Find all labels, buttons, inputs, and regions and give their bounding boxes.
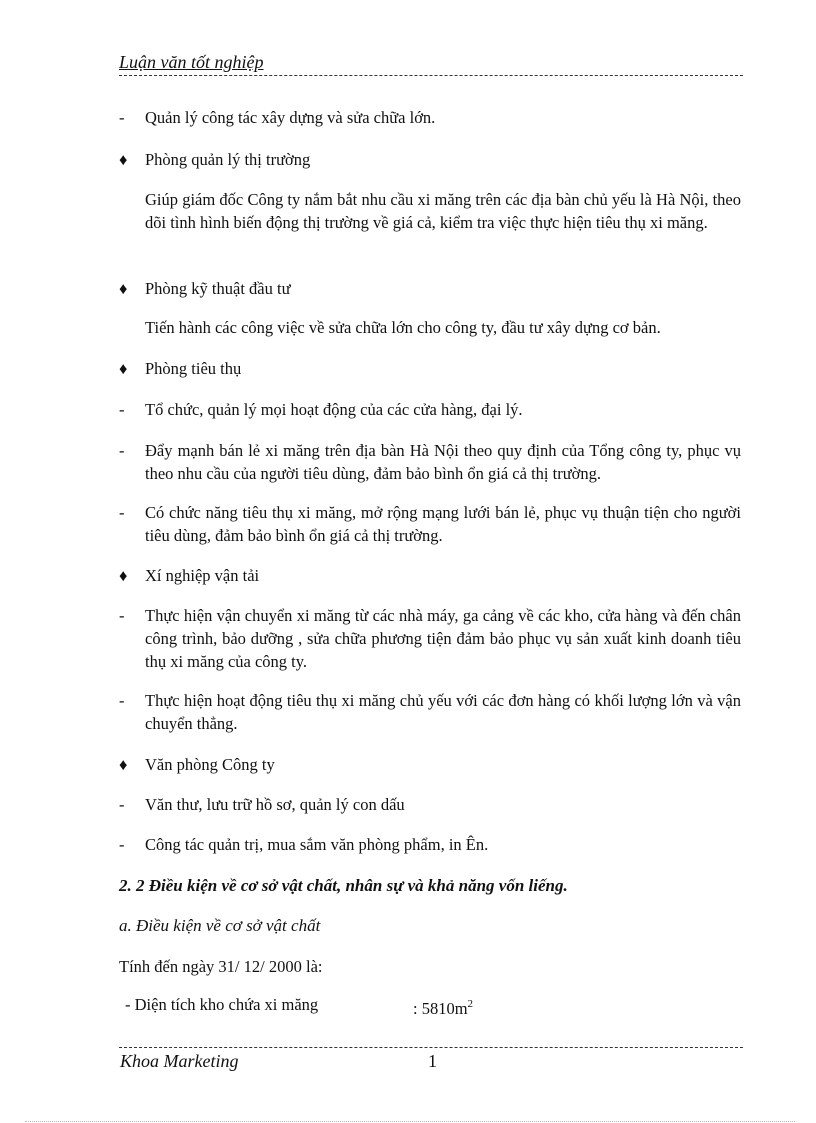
- department-description: Giúp giám đốc Công ty nắm bắt nhu cầu xi măng trên các địa bàn chủ yếu là Hà Nội, theo dõi tình hình biến động thị trường về giá cả, kiểm tra việc thực hiện tiêu thụ xi măng.: [145, 190, 741, 232]
- department-title: Phòng kỹ thuật đầu tư: [145, 279, 291, 298]
- footer-divider: [119, 1047, 743, 1048]
- warehouse-unit-superscript: 2: [467, 998, 474, 1010]
- diamond-bullet-icon: ♦: [119, 755, 128, 774]
- dash-marker: -: [119, 606, 125, 625]
- diamond-bullet-icon: ♦: [119, 279, 128, 298]
- dash-marker: -: [119, 441, 125, 460]
- list-item-text: Thực hiện hoạt động tiêu thụ xi măng chủ yếu với các đơn hàng có khối lượng lớn và vận chuyển thẳng.: [145, 691, 741, 733]
- department-title: Văn phòng Công ty: [145, 755, 275, 774]
- diamond-bullet-icon: ♦: [119, 359, 128, 378]
- dash-marker: -: [119, 108, 125, 127]
- diamond-bullet-icon: ♦: [119, 566, 128, 585]
- subsection-heading: a. Điều kiện về cơ sở vật chất: [119, 916, 321, 935]
- dash-marker: -: [119, 400, 125, 419]
- section-heading: 2. 2 Điều kiện về cơ sở vật chất, nhân sự và khả năng vốn liếng.: [119, 876, 568, 895]
- footer-faculty: Khoa Marketing: [120, 1051, 239, 1071]
- dash-marker: -: [119, 835, 125, 854]
- department-description: Tiến hành các công việc về sửa chữa lớn cho công ty, đầu tư xây dựng cơ bản.: [145, 318, 661, 337]
- list-item-text: Quản lý công tác xây dựng và sửa chữa lớn.: [145, 108, 436, 127]
- department-title: Xí nghiệp vận tải: [145, 566, 260, 585]
- page-number: 1: [428, 1051, 437, 1071]
- warehouse-label: - Diện tích kho chứa xi măng: [125, 995, 319, 1014]
- list-item-text: Tổ chức, quản lý mọi hoạt động của các cửa hàng, đại lý.: [145, 400, 523, 419]
- page-bottom-border: [25, 1121, 795, 1122]
- diamond-bullet-icon: ♦: [119, 150, 128, 169]
- list-item-text: Công tác quản trị, mua sắm văn phòng phẩm, in Ên.: [145, 835, 489, 854]
- list-item-text: Thực hiện vận chuyển xi măng từ các nhà máy, ga cảng về các kho, cửa hàng và đến chân công trình, bảo dưỡng , sửa chữa phương tiện đảm bảo phục vụ sản xuất kinh doanh tiêu thụ xi măng của công ty.: [145, 606, 741, 671]
- list-item-text: Có chức năng tiêu thụ xi măng, mở rộng mạng lưới bán lẻ, phục vụ thuận tiện cho người tiêu dùng, đảm bảo bình ổn giá cả thị trường.: [145, 503, 741, 545]
- warehouse-value-text: : 5810m: [413, 999, 468, 1018]
- dash-marker: -: [119, 503, 125, 522]
- warehouse-value: [413, 993, 473, 1020]
- dash-marker: -: [119, 795, 125, 814]
- page-header: [119, 51, 743, 76]
- dash-marker: -: [119, 691, 125, 710]
- header-title: Luận văn tốt nghiệp: [119, 52, 264, 72]
- department-title: Phòng quản lý thị trường: [145, 150, 311, 169]
- list-item-text: Văn thư, lưu trữ hồ sơ, quản lý con dấu: [145, 795, 405, 814]
- list-item-text: Đẩy mạnh bán lẻ xi măng trên địa bàn Hà Nội theo quy định của Tổng công ty, phục vụ theo nhu cầu của người tiêu dùng, đảm bảo bình ổn giá cả thị trường.: [145, 441, 741, 483]
- date-line: Tính đến ngày 31/ 12/ 2000 là:: [119, 957, 323, 976]
- department-title: Phòng tiêu thụ: [145, 359, 242, 378]
